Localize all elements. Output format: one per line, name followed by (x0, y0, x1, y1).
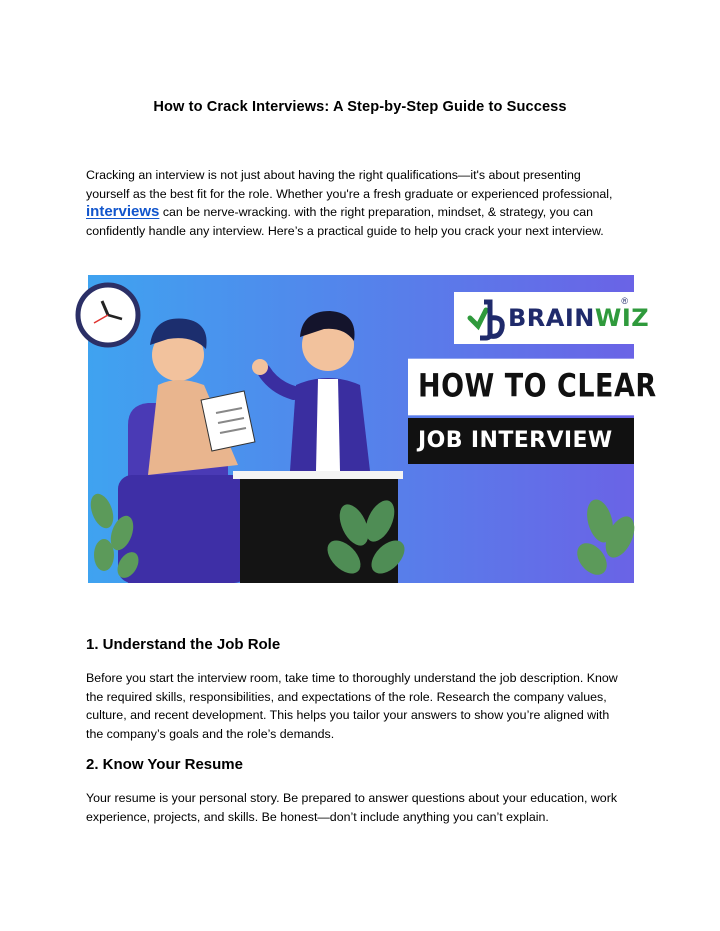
banner-headline-line1: HOW TO CLEAR (408, 359, 634, 416)
brainwiz-logo (454, 292, 650, 344)
registered-mark: ® (621, 296, 628, 306)
document-title: How to Crack Interviews: A Step-by-Step Guide to Success (153, 99, 567, 115)
interviews-link[interactable]: interviews (86, 203, 160, 221)
intro-paragraph (86, 166, 626, 240)
brainwiz-logo-mark-icon (460, 292, 510, 344)
clock-icon (78, 285, 138, 345)
section-1-heading: 1. Understand the Job Role (86, 636, 281, 653)
banner-image (88, 275, 657, 583)
banner-headline-line2: JOB INTERVIEW (408, 418, 634, 464)
section-2-heading: 2. Know Your Resume (86, 756, 243, 773)
brainwiz-logo-text: BRAINWIZ (508, 304, 650, 332)
intro-text-start: Cracking an interview is not just about having the right qualifications—it's about presenting yourself as the best fit for the role. Whether you're a fresh graduate or experienced professional, (86, 168, 613, 201)
intro-text-end: can be nerve-wracking. with the right preparation, mindset, & strategy, you can confidently handle any interview. Here’s a practical guide to help you crack your next interview. (86, 205, 604, 238)
section-1-body: Before you start the interview room, take time to thoroughly understand the job description. Know the required skills, responsibilities, and expectations of the role. Research the company values, culture, and recent development. This helps you tailor your answers to show you’re aligned with the company’s goals and the role’s demands. (86, 671, 618, 741)
section-2-body: Your resume is your personal story. Be prepared to answer questions about your education, work experience, projects, and skills. Be honest—don’t include anything you can’t explain. (86, 791, 618, 824)
